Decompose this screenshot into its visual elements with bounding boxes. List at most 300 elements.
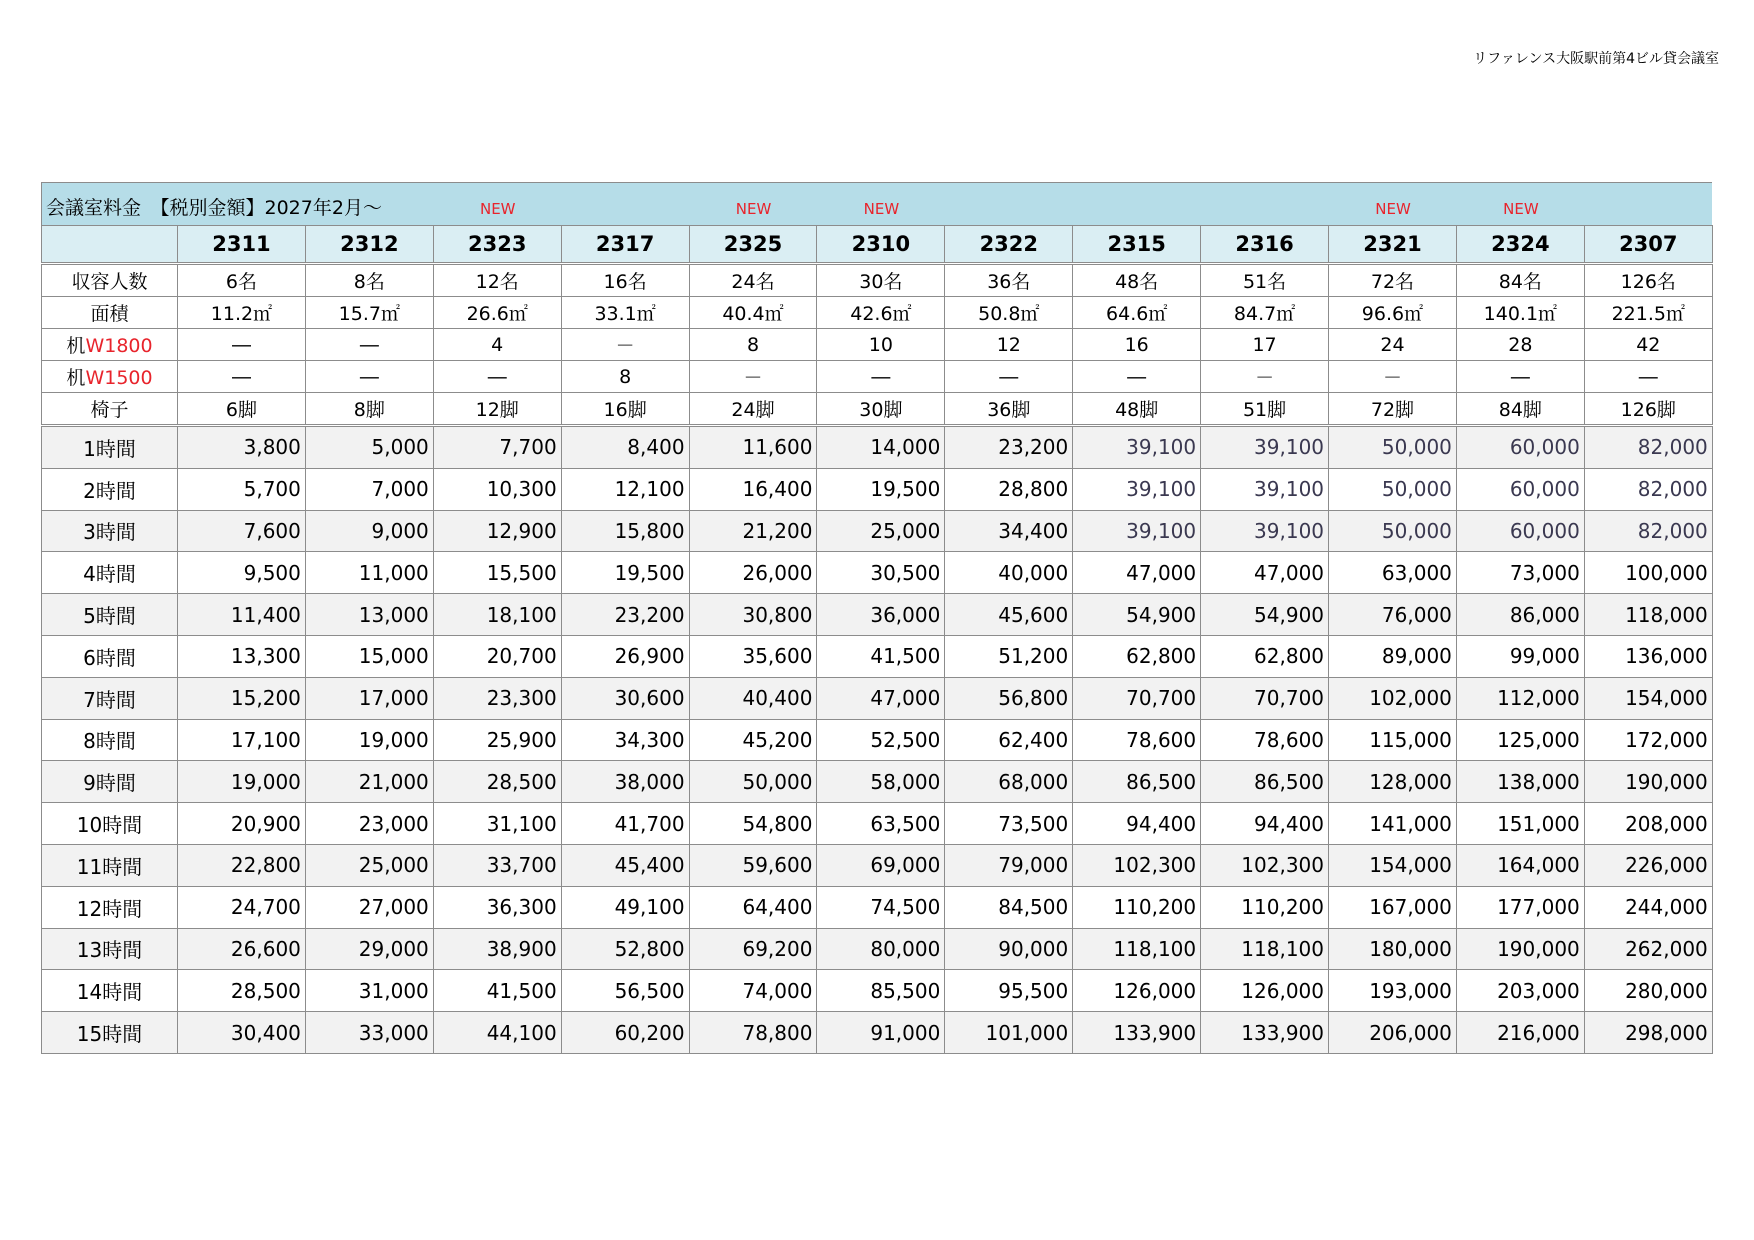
table-title-row [42, 183, 1713, 226]
spec-cell: 17 [1201, 329, 1329, 361]
price-cell: 22,800 [178, 844, 306, 886]
room-header-2325: 2325 [689, 226, 817, 264]
price-cell: 50,000 [1329, 426, 1457, 469]
spec-label: 収容人数 [42, 264, 178, 297]
price-cell: 26,000 [689, 552, 817, 594]
price-cell: 62,400 [945, 719, 1073, 761]
price-row [42, 761, 1713, 803]
duration-label: 4時間 [42, 552, 178, 594]
room-header-2321: 2321 [1329, 226, 1457, 264]
spec-cell: 8 [561, 361, 689, 393]
price-cell: 73,500 [945, 803, 1073, 845]
spec-cell: 6脚 [178, 393, 306, 426]
price-cell: 16,400 [689, 468, 817, 510]
price-cell: 44,100 [433, 1012, 561, 1054]
spec-cell: － [1329, 361, 1457, 393]
price-cell: 100,000 [1584, 552, 1712, 594]
price-cell: 54,800 [689, 803, 817, 845]
spec-cell: 221.5㎡ [1584, 297, 1712, 329]
spec-cell: 72名 [1329, 264, 1457, 297]
price-cell: 102,000 [1329, 677, 1457, 719]
spec-cell: 126脚 [1584, 393, 1712, 426]
duration-label: 8時間 [42, 719, 178, 761]
spec-cell: 64.6㎡ [1073, 297, 1201, 329]
price-cell: 5,700 [178, 468, 306, 510]
price-cell: 12,900 [433, 510, 561, 552]
room-header-2317: 2317 [561, 226, 689, 264]
price-cell: 13,000 [305, 594, 433, 636]
price-cell: 51,200 [945, 635, 1073, 677]
price-cell: 68,000 [945, 761, 1073, 803]
spec-cell: 51脚 [1201, 393, 1329, 426]
spec-cell: 12名 [433, 264, 561, 297]
spec-cell: ― [945, 361, 1073, 393]
price-row [42, 468, 1713, 510]
price-row [42, 426, 1713, 469]
price-cell: 29,000 [305, 928, 433, 970]
price-row [42, 970, 1713, 1012]
spec-cell: ― [817, 361, 945, 393]
price-cell: 112,000 [1456, 677, 1584, 719]
spec-cell: 16名 [561, 264, 689, 297]
room-header-2322: 2322 [945, 226, 1073, 264]
price-cell: 23,200 [561, 594, 689, 636]
spec-cell: 12脚 [433, 393, 561, 426]
price-cell: 30,400 [178, 1012, 306, 1054]
spec-cell: 72脚 [1329, 393, 1457, 426]
price-cell: 25,000 [817, 510, 945, 552]
price-cell: 19,000 [305, 719, 433, 761]
price-cell: 33,000 [305, 1012, 433, 1054]
price-cell: 39,100 [1073, 426, 1201, 469]
price-cell: 280,000 [1584, 970, 1712, 1012]
spec-cell: ― [178, 361, 306, 393]
price-cell: 78,600 [1073, 719, 1201, 761]
spec-row [42, 361, 1713, 393]
spec-cell: 6名 [178, 264, 306, 297]
price-cell: 34,400 [945, 510, 1073, 552]
price-cell: 9,500 [178, 552, 306, 594]
price-cell: 39,100 [1201, 426, 1329, 469]
price-cell: 138,000 [1456, 761, 1584, 803]
price-cell: 50,000 [1329, 510, 1457, 552]
spec-cell: 140.1㎡ [1456, 297, 1584, 329]
room-header-2307: 2307 [1584, 226, 1712, 264]
price-row [42, 594, 1713, 636]
price-cell: 3,800 [178, 426, 306, 469]
price-cell: 21,000 [305, 761, 433, 803]
room-header-2311: 2311 [178, 226, 306, 264]
price-cell: 154,000 [1584, 677, 1712, 719]
price-cell: 49,100 [561, 886, 689, 928]
price-cell: 23,300 [433, 677, 561, 719]
price-cell: 38,900 [433, 928, 561, 970]
spec-cell: 10 [817, 329, 945, 361]
spec-cell: 28 [1456, 329, 1584, 361]
price-cell: 41,500 [817, 635, 945, 677]
spec-label: 机W1500 [42, 361, 178, 393]
price-cell: 15,200 [178, 677, 306, 719]
price-cell: 79,000 [945, 844, 1073, 886]
spec-cell: 24名 [689, 264, 817, 297]
spec-cell: ― [1584, 361, 1712, 393]
duration-label: 7時間 [42, 677, 178, 719]
price-cell: 94,400 [1201, 803, 1329, 845]
spec-cell: 24 [1329, 329, 1457, 361]
price-cell: 30,800 [689, 594, 817, 636]
price-cell: 69,200 [689, 928, 817, 970]
price-cell: 18,100 [433, 594, 561, 636]
price-cell: 84,500 [945, 886, 1073, 928]
price-cell: 73,000 [1456, 552, 1584, 594]
duration-label: 10時間 [42, 803, 178, 845]
spec-cell: 24脚 [689, 393, 817, 426]
spec-cell: 4 [433, 329, 561, 361]
price-cell: 30,600 [561, 677, 689, 719]
price-cell: 52,500 [817, 719, 945, 761]
price-cell: 172,000 [1584, 719, 1712, 761]
price-cell: 8,400 [561, 426, 689, 469]
spec-row [42, 297, 1713, 329]
price-cell: 17,100 [178, 719, 306, 761]
price-cell: 60,000 [1456, 510, 1584, 552]
spec-cell: ― [305, 329, 433, 361]
price-cell: 23,000 [305, 803, 433, 845]
spec-cell: 36名 [945, 264, 1073, 297]
price-cell: 7,700 [433, 426, 561, 469]
price-cell: 19,500 [817, 468, 945, 510]
room-header-2312: 2312 [305, 226, 433, 264]
price-cell: 102,300 [1201, 844, 1329, 886]
price-cell: 82,000 [1584, 426, 1712, 469]
duration-label: 9時間 [42, 761, 178, 803]
new-badge-2321: NEW [1375, 200, 1411, 218]
price-cell: 28,500 [178, 970, 306, 1012]
spec-cell: 84名 [1456, 264, 1584, 297]
spec-cell: 16 [1073, 329, 1201, 361]
price-cell: 216,000 [1456, 1012, 1584, 1054]
price-cell: 17,000 [305, 677, 433, 719]
spec-cell: 8脚 [305, 393, 433, 426]
spec-cell: 96.6㎡ [1329, 297, 1457, 329]
price-table [41, 182, 1713, 1054]
price-cell: 95,500 [945, 970, 1073, 1012]
price-cell: 21,200 [689, 510, 817, 552]
price-cell: 39,100 [1201, 510, 1329, 552]
price-cell: 151,000 [1456, 803, 1584, 845]
price-cell: 59,600 [689, 844, 817, 886]
price-cell: 126,000 [1073, 970, 1201, 1012]
price-cell: 20,700 [433, 635, 561, 677]
spec-cell: 126名 [1584, 264, 1712, 297]
price-cell: 36,300 [433, 886, 561, 928]
price-cell: 262,000 [1584, 928, 1712, 970]
spec-cell: ― [1073, 361, 1201, 393]
price-cell: 90,000 [945, 928, 1073, 970]
price-cell: 74,000 [689, 970, 817, 1012]
price-cell: 12,100 [561, 468, 689, 510]
price-cell: 110,200 [1201, 886, 1329, 928]
price-cell: 63,500 [817, 803, 945, 845]
price-cell: 54,900 [1201, 594, 1329, 636]
price-cell: 101,000 [945, 1012, 1073, 1054]
duration-label: 15時間 [42, 1012, 178, 1054]
price-cell: 89,000 [1329, 635, 1457, 677]
spec-cell: 42.6㎡ [817, 297, 945, 329]
price-cell: 177,000 [1456, 886, 1584, 928]
spec-cell: 8 [689, 329, 817, 361]
duration-label: 1時間 [42, 426, 178, 469]
price-cell: 244,000 [1584, 886, 1712, 928]
spec-label: 面積 [42, 297, 178, 329]
price-cell: 167,000 [1329, 886, 1457, 928]
spec-cell: 50.8㎡ [945, 297, 1073, 329]
price-cell: 91,000 [817, 1012, 945, 1054]
price-cell: 82,000 [1584, 468, 1712, 510]
price-cell: 70,700 [1073, 677, 1201, 719]
spec-cell: 40.4㎡ [689, 297, 817, 329]
price-cell: 24,700 [178, 886, 306, 928]
price-cell: 193,000 [1329, 970, 1457, 1012]
price-cell: 47,000 [1201, 552, 1329, 594]
price-cell: 30,500 [817, 552, 945, 594]
price-row [42, 552, 1713, 594]
price-cell: 10,300 [433, 468, 561, 510]
price-row [42, 677, 1713, 719]
price-cell: 39,100 [1073, 468, 1201, 510]
price-cell: 180,000 [1329, 928, 1457, 970]
price-cell: 31,100 [433, 803, 561, 845]
price-cell: 154,000 [1329, 844, 1457, 886]
price-cell: 13,300 [178, 635, 306, 677]
price-cell: 190,000 [1584, 761, 1712, 803]
price-cell: 15,500 [433, 552, 561, 594]
price-cell: 128,000 [1329, 761, 1457, 803]
price-cell: 25,000 [305, 844, 433, 886]
new-badge-2323: NEW [479, 200, 516, 218]
price-row [42, 928, 1713, 970]
price-row [42, 844, 1713, 886]
price-cell: 33,700 [433, 844, 561, 886]
price-cell: 203,000 [1456, 970, 1584, 1012]
price-row [42, 719, 1713, 761]
price-cell: 27,000 [305, 886, 433, 928]
price-cell: 19,500 [561, 552, 689, 594]
price-cell: 82,000 [1584, 510, 1712, 552]
table-title: 会議室料金 【税別金額】2027年2月～ [46, 197, 382, 219]
price-cell: 102,300 [1073, 844, 1201, 886]
spec-row [42, 264, 1713, 297]
price-cell: 86,500 [1073, 761, 1201, 803]
room-header-2323: 2323 [433, 226, 561, 264]
price-cell: 19,000 [178, 761, 306, 803]
price-cell: 54,900 [1073, 594, 1201, 636]
price-cell: 62,800 [1073, 635, 1201, 677]
price-cell: 45,600 [945, 594, 1073, 636]
spec-cell: 8名 [305, 264, 433, 297]
price-cell: 40,000 [945, 552, 1073, 594]
spec-cell: － [561, 329, 689, 361]
price-cell: 11,600 [689, 426, 817, 469]
price-cell: 31,000 [305, 970, 433, 1012]
room-header-2315: 2315 [1073, 226, 1201, 264]
price-cell: 26,600 [178, 928, 306, 970]
duration-label: 11時間 [42, 844, 178, 886]
spec-cell: 30名 [817, 264, 945, 297]
price-row [42, 510, 1713, 552]
price-cell: 190,000 [1456, 928, 1584, 970]
corner-cell [42, 226, 178, 264]
price-cell: 70,700 [1201, 677, 1329, 719]
price-cell: 69,000 [817, 844, 945, 886]
price-cell: 118,100 [1201, 928, 1329, 970]
spec-row [42, 329, 1713, 361]
price-cell: 60,200 [561, 1012, 689, 1054]
spec-cell: 33.1㎡ [561, 297, 689, 329]
spec-cell: 48名 [1073, 264, 1201, 297]
price-cell: 208,000 [1584, 803, 1712, 845]
price-cell: 86,000 [1456, 594, 1584, 636]
price-cell: 74,500 [817, 886, 945, 928]
price-cell: 86,500 [1201, 761, 1329, 803]
price-cell: 141,000 [1329, 803, 1457, 845]
price-cell: 110,200 [1073, 886, 1201, 928]
spec-label: 机W1800 [42, 329, 178, 361]
price-cell: 298,000 [1584, 1012, 1712, 1054]
price-cell: 47,000 [1073, 552, 1201, 594]
price-cell: 133,900 [1073, 1012, 1201, 1054]
spec-cell: － [1201, 361, 1329, 393]
price-cell: 25,900 [433, 719, 561, 761]
price-cell: 58,000 [817, 761, 945, 803]
spec-cell: ― [178, 329, 306, 361]
duration-label: 3時間 [42, 510, 178, 552]
room-header-2316: 2316 [1201, 226, 1329, 264]
price-cell: 80,000 [817, 928, 945, 970]
price-cell: 14,000 [817, 426, 945, 469]
price-cell: 52,800 [561, 928, 689, 970]
price-cell: 125,000 [1456, 719, 1584, 761]
new-badge-2325: NEW [735, 200, 772, 218]
price-cell: 38,000 [561, 761, 689, 803]
spec-cell: 11.2㎡ [178, 297, 306, 329]
spec-cell: 36脚 [945, 393, 1073, 426]
price-cell: 133,900 [1201, 1012, 1329, 1054]
price-cell: 78,800 [689, 1012, 817, 1054]
price-row [42, 1012, 1713, 1054]
spec-cell: 51名 [1201, 264, 1329, 297]
price-cell: 99,000 [1456, 635, 1584, 677]
price-cell: 39,100 [1201, 468, 1329, 510]
price-cell: 23,200 [945, 426, 1073, 469]
duration-label: 2時間 [42, 468, 178, 510]
price-cell: 115,000 [1329, 719, 1457, 761]
price-cell: 45,400 [561, 844, 689, 886]
price-cell: 20,900 [178, 803, 306, 845]
spec-cell: 12 [945, 329, 1073, 361]
price-cell: 136,000 [1584, 635, 1712, 677]
price-cell: 126,000 [1201, 970, 1329, 1012]
price-cell: 15,800 [561, 510, 689, 552]
price-cell: 28,500 [433, 761, 561, 803]
spec-cell: 16脚 [561, 393, 689, 426]
price-cell: 50,000 [689, 761, 817, 803]
spec-cell: 84.7㎡ [1201, 297, 1329, 329]
price-cell: 56,800 [945, 677, 1073, 719]
price-cell: 40,400 [689, 677, 817, 719]
price-cell: 28,800 [945, 468, 1073, 510]
spec-cell: ― [1456, 361, 1584, 393]
price-cell: 41,500 [433, 970, 561, 1012]
price-row [42, 803, 1713, 845]
spec-cell: ― [433, 361, 561, 393]
spec-cell: － [689, 361, 817, 393]
price-cell: 206,000 [1329, 1012, 1457, 1054]
price-cell: 35,600 [689, 635, 817, 677]
duration-label: 14時間 [42, 970, 178, 1012]
duration-label: 5時間 [42, 594, 178, 636]
spec-cell: 84脚 [1456, 393, 1584, 426]
price-cell: 9,000 [305, 510, 433, 552]
room-header-2310: 2310 [817, 226, 945, 264]
price-cell: 26,900 [561, 635, 689, 677]
price-cell: 64,400 [689, 886, 817, 928]
price-cell: 62,800 [1201, 635, 1329, 677]
price-cell: 118,000 [1584, 594, 1712, 636]
price-cell: 76,000 [1329, 594, 1457, 636]
price-cell: 56,500 [561, 970, 689, 1012]
spec-cell: 48脚 [1073, 393, 1201, 426]
price-cell: 34,300 [561, 719, 689, 761]
price-cell: 60,000 [1456, 468, 1584, 510]
price-cell: 39,100 [1073, 510, 1201, 552]
spec-cell: 42 [1584, 329, 1712, 361]
document-title: リファレンス大阪駅前第4ビル貸会議室 [1473, 51, 1719, 67]
price-cell: 164,000 [1456, 844, 1584, 886]
room-header-row [42, 226, 1713, 264]
price-cell: 11,400 [178, 594, 306, 636]
price-row [42, 635, 1713, 677]
price-cell: 63,000 [1329, 552, 1457, 594]
spec-label: 椅子 [42, 393, 178, 426]
spec-row [42, 393, 1713, 426]
price-cell: 15,000 [305, 635, 433, 677]
price-row [42, 886, 1713, 928]
price-cell: 118,100 [1073, 928, 1201, 970]
duration-label: 6時間 [42, 635, 178, 677]
price-cell: 45,200 [689, 719, 817, 761]
new-badge-2324: NEW [1503, 200, 1539, 218]
price-cell: 94,400 [1073, 803, 1201, 845]
price-cell: 78,600 [1201, 719, 1329, 761]
room-header-2324: 2324 [1456, 226, 1584, 264]
price-cell: 7,000 [305, 468, 433, 510]
price-cell: 47,000 [817, 677, 945, 719]
price-cell: 36,000 [817, 594, 945, 636]
duration-label: 12時間 [42, 886, 178, 928]
price-cell: 50,000 [1329, 468, 1457, 510]
spec-cell: ― [305, 361, 433, 393]
price-cell: 41,700 [561, 803, 689, 845]
duration-label: 13時間 [42, 928, 178, 970]
spec-cell: 26.6㎡ [433, 297, 561, 329]
price-cell: 7,600 [178, 510, 306, 552]
price-cell: 11,000 [305, 552, 433, 594]
spec-cell: 30脚 [817, 393, 945, 426]
price-cell: 5,000 [305, 426, 433, 469]
price-cell: 85,500 [817, 970, 945, 1012]
price-cell: 60,000 [1456, 426, 1584, 469]
